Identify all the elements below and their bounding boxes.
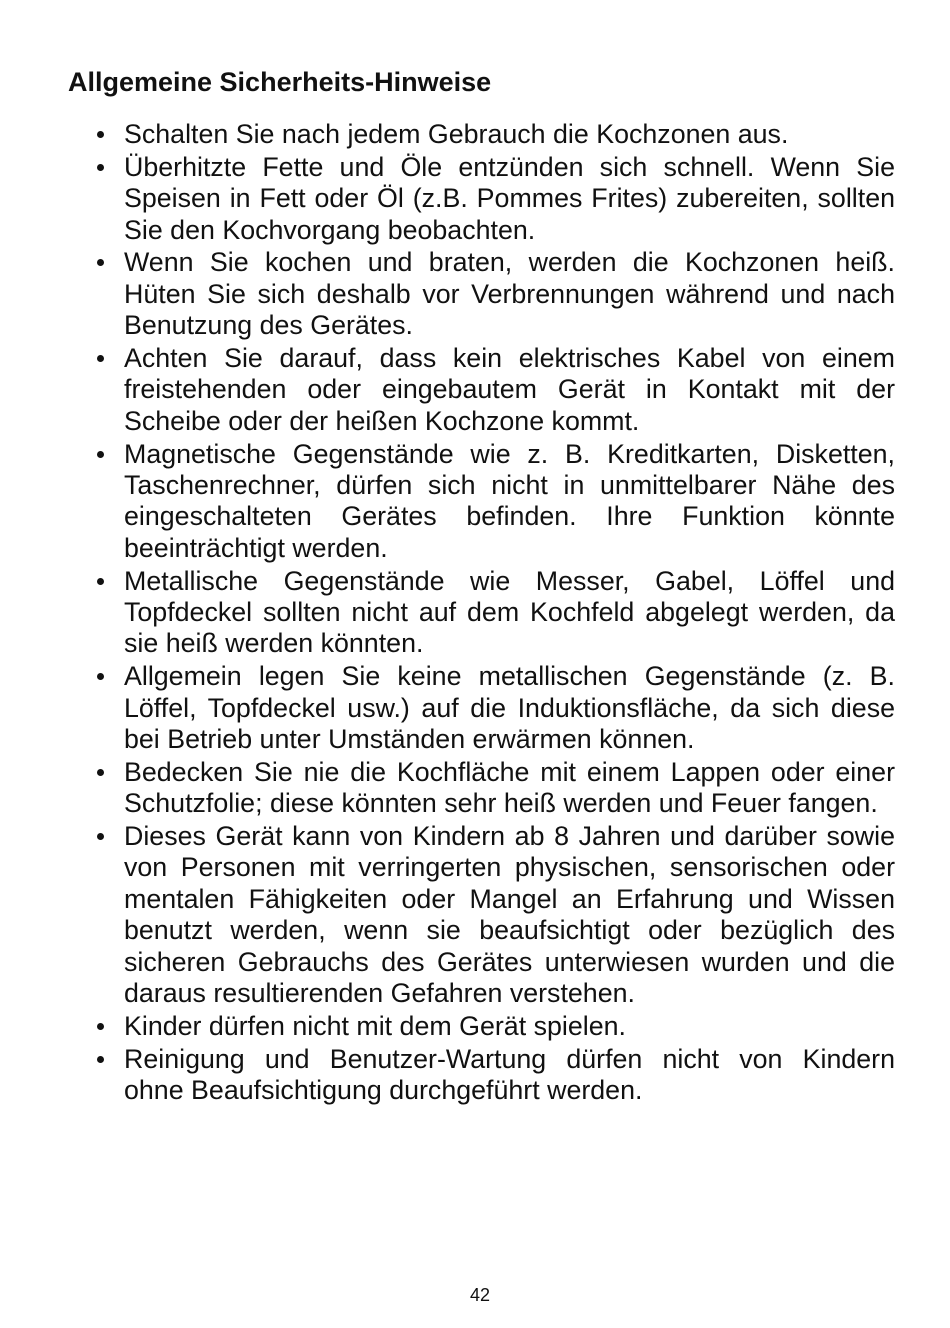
- item-line: Topfdeckel sollten nicht auf dem Kochfeld abgelegt werden, da: [124, 597, 895, 628]
- bullet-icon: [97, 1056, 104, 1063]
- list-item: [124, 566, 895, 660]
- item-line: Achten Sie darauf, dass kein elektrisches Kabel von einem: [124, 343, 895, 374]
- bullet-icon: [97, 131, 104, 138]
- list-item: [124, 119, 895, 150]
- item-line: Reinigung und Benutzer-Wartung dürfen nicht von Kindern: [124, 1043, 895, 1074]
- item-line: Allgemein legen Sie keine metallischen Gegenstände (z. B.: [124, 661, 895, 692]
- list-item: [124, 757, 895, 820]
- list-item: [124, 439, 895, 565]
- item-line: Überhitzte Fette und Öle entzünden sich schnell. Wenn Sie: [124, 151, 895, 182]
- item-line: mentalen Fähigkeiten oder Mangel an Erfahrung und Wissen: [124, 883, 895, 914]
- list-item: [124, 152, 895, 246]
- item-line: benutzt werden, wenn sie beaufsichtigt oder bezüglich des: [124, 915, 895, 946]
- item-line: Speisen in Fett oder Öl (z.B. Pommes Frites) zubereiten, sollten: [124, 183, 895, 214]
- item-line: Schalten Sie nach jedem Gebrauch die Kochzonen aus.: [124, 119, 789, 149]
- bullet-icon: [97, 164, 104, 171]
- bullet-icon: [97, 673, 104, 680]
- item-line: freistehenden oder eingebautem Gerät in Kontakt mit der: [124, 374, 895, 405]
- page-number: 42: [470, 1285, 491, 1305]
- item-line: Benutzung des Gerätes.: [124, 310, 413, 341]
- item-line: sie heiß werden könnten.: [124, 628, 424, 659]
- bullet-icon: [97, 451, 104, 458]
- bullet-icon: [97, 578, 104, 585]
- list-item: [124, 247, 895, 341]
- item-line: Dieses Gerät kann von Kindern ab 8 Jahren und darüber sowie: [124, 821, 895, 852]
- bullet-icon: [97, 833, 104, 840]
- bullet-icon: [97, 1023, 104, 1030]
- item-line: Schutzfolie; diese könnten sehr heiß werden und Feuer fangen.: [124, 788, 878, 819]
- bullet-icon: [97, 355, 104, 362]
- item-line: beeinträchtigt werden.: [124, 532, 388, 563]
- safety-list: [124, 119, 895, 1107]
- item-line: bei Betrieb unter Umständen erwärmen können.: [124, 724, 695, 755]
- item-line: von Personen mit verringerten physischen, sensorischen oder: [124, 852, 895, 883]
- item-line: Wenn Sie kochen und braten, werden die Kochzonen heiß.: [124, 247, 895, 278]
- item-line: daraus resultierenden Gefahren verstehen.: [124, 978, 635, 1009]
- item-line: Sie den Kochvorgang beobachten.: [124, 214, 536, 245]
- list-item: [124, 821, 895, 1009]
- bullet-icon: [97, 769, 104, 776]
- list-item: [124, 343, 895, 437]
- item-line: Taschenrechner, dürfen sich nicht in unmittelbarer Nähe des: [124, 470, 895, 501]
- list-item: [124, 1044, 895, 1107]
- item-line: Metallische Gegenstände wie Messer, Gabel, Löffel und: [124, 565, 895, 596]
- item-line: Bedecken Sie nie die Kochfläche mit einem Lappen oder einer: [124, 756, 895, 787]
- item-line: Hüten Sie sich deshalb vor Verbrennungen während und nach: [124, 278, 895, 309]
- item-line: eingeschalteten Gerätes befinden. Ihre Funktion könnte: [124, 501, 895, 532]
- list-item: [124, 661, 895, 755]
- item-line: Kinder dürfen nicht mit dem Gerät spielen.: [124, 1010, 626, 1041]
- item-line: ohne Beaufsichtigung durchgeführt werden.: [124, 1075, 643, 1106]
- section-title: Allgemeine Sicherheits-Hinweise: [68, 67, 492, 97]
- item-line: Magnetische Gegenstände wie z. B. Kreditkarten, Disketten,: [124, 438, 895, 469]
- item-line: sicheren Gebrauchs des Gerätes unterwiesen wurden und die: [124, 946, 895, 977]
- item-line: Löffel, Topfdeckel usw.) auf die Induktionsfläche, da sich diese: [124, 692, 895, 723]
- item-line: Scheibe oder der heißen Kochzone kommt.: [124, 405, 640, 436]
- list-item: [124, 1011, 895, 1042]
- bullet-icon: [97, 259, 104, 266]
